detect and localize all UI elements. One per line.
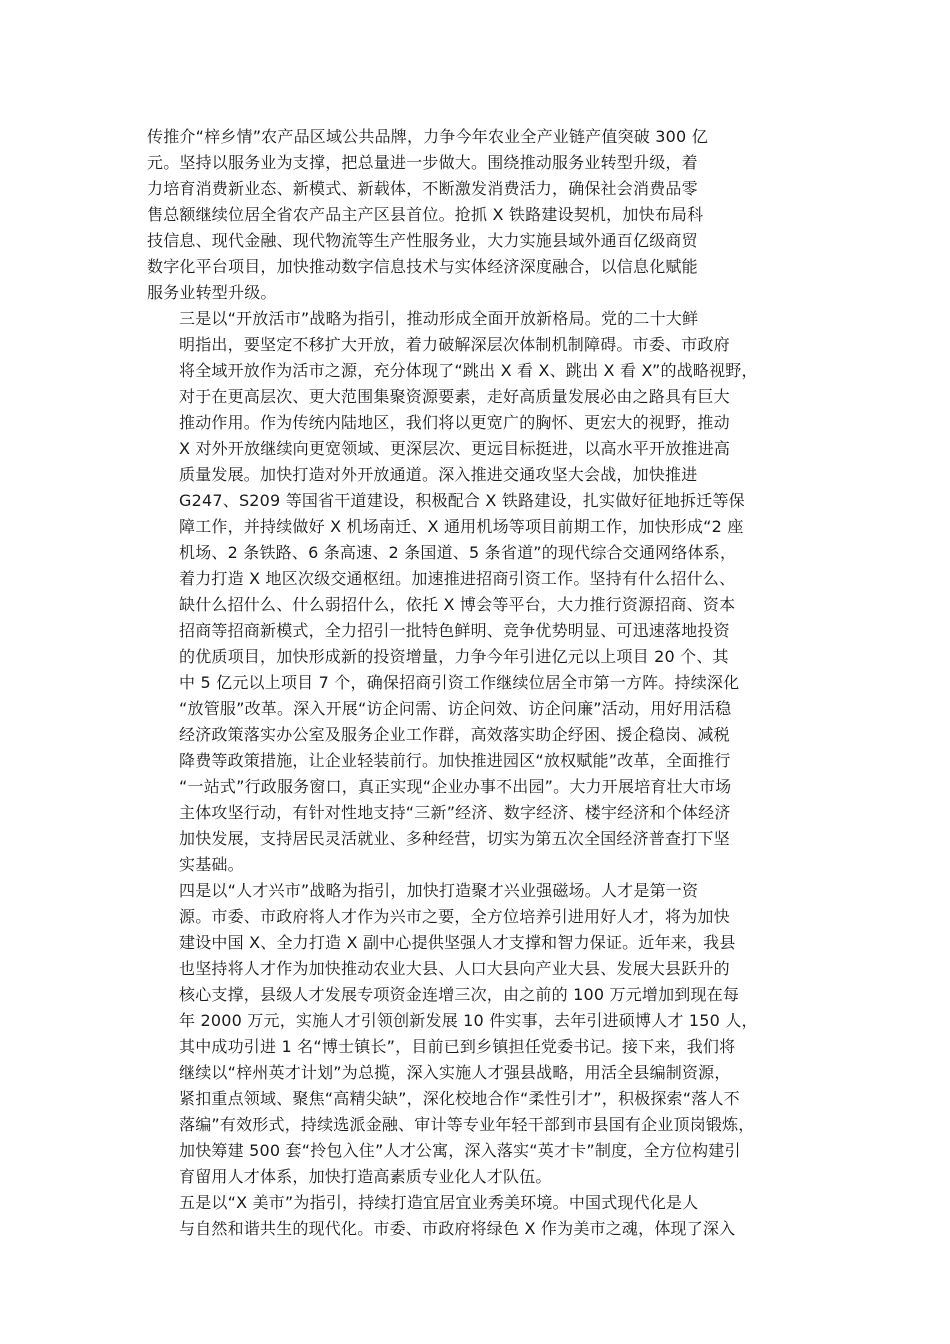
paragraph	[147, 306, 807, 878]
text-line: 育留用人才体系，加快打造高素质专业化人才队伍。	[179, 1167, 552, 1186]
text-line: 对于在更高层次、更大范围集聚资源要素，走好高质量发展必由之路具有巨大	[179, 387, 730, 406]
text-line: 质量发展。加快打造对外开放通道。深入推进交通攻坚大会战，加快推进	[179, 465, 698, 484]
text-line: 建设中国 X、全力打造 X 副中心提供坚强人才支撑和智力保证。近年来，我县	[179, 933, 736, 952]
text-line: 继续以“梓州英才计划”为总揽，深入实施人才强县战略，用活全县编制资源，	[179, 1063, 731, 1082]
text-line: X 对外开放继续向更宽领域、更深层次、更远目标挺进，以高水平开放推进高	[179, 439, 731, 458]
paragraph	[147, 1190, 807, 1242]
text-line: 力培育消费新业态、新模式、新载体，不断激发消费活力，确保社会消费品零	[147, 179, 698, 198]
text-line: 其中成功引进 1 名“博士镇长”，目前已到乡镇担任党委书记。接下来，我们将	[179, 1037, 736, 1056]
text-line: 着力打造 X 地区次级交通枢纽。加速推进招商引资工作。坚持有什么招什么、	[179, 569, 736, 588]
text-line: 数字化平台项目，加快推动数字信息技术与实体经济深度融合，以信息化赋能	[147, 257, 698, 276]
text-line: 年 2000 万元，实施人才引领创新发展 10 件实事，去年引进硕博人才 150 人，	[179, 1011, 758, 1030]
document-body	[147, 124, 807, 1242]
text-line: 缺什么招什么、什么弱招什么，依托 X 博会等平台，大力推行资源招商、资本	[179, 595, 736, 614]
text-line: 与自然和谐共生的现代化。市委、市政府将绿色 X 作为美市之魂，体现了深入	[179, 1219, 736, 1238]
text-line: 实基础。	[179, 855, 244, 874]
text-line: 加快发展，支持居民灵活就业、多种经营，切实为第五次全国经济普查打下坚	[179, 829, 730, 848]
text-line: G247、S209 等国省干道建设，积极配合 X 铁路建设，扎实做好征地拆迁等保	[179, 491, 745, 510]
text-line: 紧扣重点领域、聚焦“高精尖缺”，深化校地合作“柔性引才”，积极探索“落人不	[179, 1089, 740, 1108]
text-line: 经济政策落实办公室及服务企业工作群，高效落实助企纾困、援企稳岗、减税	[179, 725, 730, 744]
paragraph	[147, 878, 807, 1190]
text-line: 的优质项目，加快形成新的投资增量，力争今年引进亿元以上项目 20 个、其	[179, 647, 729, 666]
text-line: 售总额继续位居全省农产品主产区县首位。抢抓 X 铁路建设契机，加快布局科	[147, 205, 704, 224]
text-line: 招商等招商新模式，全力招引一批特色鲜明、竞争优势明显、可迅速落地投资	[179, 621, 730, 640]
text-line: 明指出，要坚定不移扩大开放，着力破解深层次体制机制障碍。市委、市政府	[179, 335, 730, 354]
text-line: 推动作用。作为传统内陆地区，我们将以更宽广的胸怀、更宏大的视野，推动	[179, 413, 730, 432]
text-line: 机场、2 条铁路、6 条高速、2 条国道、5 条省道”的现代综合交通网络体系，	[179, 543, 737, 562]
text-line: 三是以“开放活市”战略为指引，推动形成全面开放新格局。党的二十大鲜	[179, 309, 699, 328]
text-line: “一站式”行政服务窗口，真正实现“企业办事不出园”。大力开展培育壮大市场	[179, 777, 732, 796]
text-line: 元。坚持以服务业为支撑，把总量进一步做大。围绕推动服务业转型升级，着	[147, 153, 698, 172]
text-line: 核心支撑，县级人才发展专项资金连增三次，由之前的 100 万元增加到现在每	[179, 985, 740, 1004]
text-line: 源。市委、市政府将人才作为兴市之要，全方位培养引进用好人才，将为加快	[179, 907, 730, 926]
text-line: 技信息、现代金融、现代物流等生产性服务业，大力实施县域外通百亿级商贸	[147, 231, 698, 250]
paragraph	[147, 124, 807, 306]
text-line: 加快筹建 500 套“拎包入住”人才公寓，深入落实“英才卡”制度，全方位构建引	[179, 1141, 741, 1160]
text-line: 主体攻坚行动，有针对性地支持“三新”经济、数字经济、楼宇经济和个体经济	[179, 803, 731, 822]
text-line: “放管服”改革。深入开展“访企问需、访企问效、访企问廉”活动，用好用活稳	[179, 699, 732, 718]
text-line: 降费等政策措施，让企业轻装前行。加快推进园区“放权赋能”改革，全面推行	[179, 751, 731, 770]
text-line: 传推介“梓乡情”农产品区域公共品牌，力争今年农业全产业链产值突破 300 亿	[147, 127, 708, 146]
text-line: 五是以“X 美市”为指引，持续打造宜居宜业秀美环境。中国式现代化是人	[179, 1193, 699, 1212]
text-line: 中 5 亿元以上项目 7 个，确保招商引资工作继续位居全市第一方阵。持续深化	[179, 673, 740, 692]
text-line: 四是以“人才兴市”战略为指引，加快打造聚才兴业强磁场。人才是第一资	[179, 881, 699, 900]
text-line: 障工作，并持续做好 X 机场南迁、X 通用机场等项目前期工作，加快形成“2 座	[179, 517, 744, 536]
text-line: 将全域开放作为活市之源，充分体现了“跳出 X 看 X、跳出 X 看 X”的战略视野，	[179, 361, 758, 380]
text-line: 也坚持将人才作为加快推动农业大县、人口大县向产业大县、发展大县跃升的	[179, 959, 730, 978]
text-line: 服务业转型升级。	[147, 283, 277, 302]
text-line: 落编”有效形式，持续选派金融、审计等专业年轻干部到市县国有企业顶岗锻炼，	[179, 1115, 755, 1134]
